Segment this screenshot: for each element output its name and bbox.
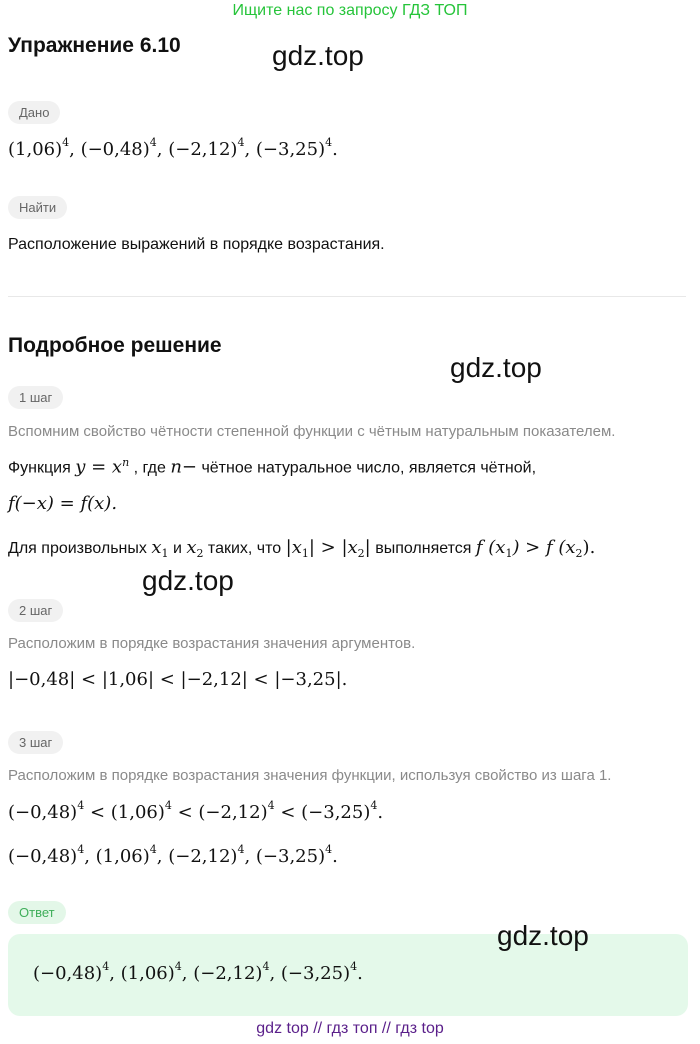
step-2-chip: 2 шаг bbox=[8, 599, 63, 622]
step-2-chip-wrap bbox=[8, 599, 63, 622]
watermark: gdz.top bbox=[450, 352, 542, 383]
step-2-math: |−0,48| < |1,06| < |−2,12| < |−3,25|. bbox=[8, 669, 348, 690]
step-3-chip: 3 шаг bbox=[8, 731, 63, 754]
solution-title: Подробное решение bbox=[8, 334, 222, 357]
step-2-hint: Расположим в порядке возрастания значения аргументов. bbox=[8, 635, 416, 652]
step-1-line-1: Функция $y = x^n$ , где n− чётное натуральное число, является чётной, bbox=[8, 456, 537, 478]
divider bbox=[8, 296, 686, 297]
step-1-line-2: f(−x) = f(x). bbox=[8, 493, 118, 514]
step-1-chip-wrap bbox=[8, 386, 63, 409]
step-1-hint: Вспомним свойство чётности степенной функции с чётным натуральным показателем. bbox=[8, 423, 616, 440]
answer-math: $(-0,48)^4$, $(1,06)^4$, $(-2,12)^4$, $(-3,25)^4$. bbox=[33, 960, 363, 984]
step-3-math-1: $(-0,48)^4 < (1,06)^4 < (-2,12)^4 < (-3,25)^4$. bbox=[8, 799, 384, 823]
step-3-hint: Расположим в порядке возрастания значения функции, используя свойство из шага 1. bbox=[8, 767, 612, 784]
find-chip-wrap bbox=[8, 196, 67, 219]
answer-chip: Ответ bbox=[8, 901, 66, 924]
given-chip: Дано bbox=[8, 101, 60, 124]
watermark: gdz.top bbox=[272, 40, 364, 71]
watermark: gdz.top bbox=[142, 565, 234, 596]
watermark: gdz.top bbox=[497, 920, 589, 951]
find-chip: Найти bbox=[8, 196, 67, 219]
answer-chip-wrap bbox=[8, 901, 66, 924]
step-1-line-3: Для произвольных $x_1$ и $x_2$ таких, что $|x_1| > |x_2|$ выполняется f $(x_1) > f$ $(x_2)$. bbox=[8, 537, 596, 561]
find-text: Расположение выражений в порядке возрастания. bbox=[8, 236, 385, 253]
step-3-chip-wrap bbox=[8, 731, 63, 754]
footer-links[interactable]: gdz top // гдз топ // гдз top bbox=[256, 1020, 444, 1037]
given-chip-wrap bbox=[8, 101, 60, 124]
top-banner[interactable]: Ищите нас по запросу ГДЗ ТОП bbox=[232, 2, 468, 19]
step-3-math-2: $(-0,48)^4$, $(1,06)^4$, $(-2,12)^4$, $(-3,25)^4$. bbox=[8, 843, 338, 867]
exercise-title: Упражнение 6.10 bbox=[8, 34, 181, 57]
given-expression: $(1,06)^4$, $(-0,48)^4$, $(-2,12)^4$, $(-3,25)^4$. bbox=[8, 136, 338, 160]
step-1-chip: 1 шаг bbox=[8, 386, 63, 409]
